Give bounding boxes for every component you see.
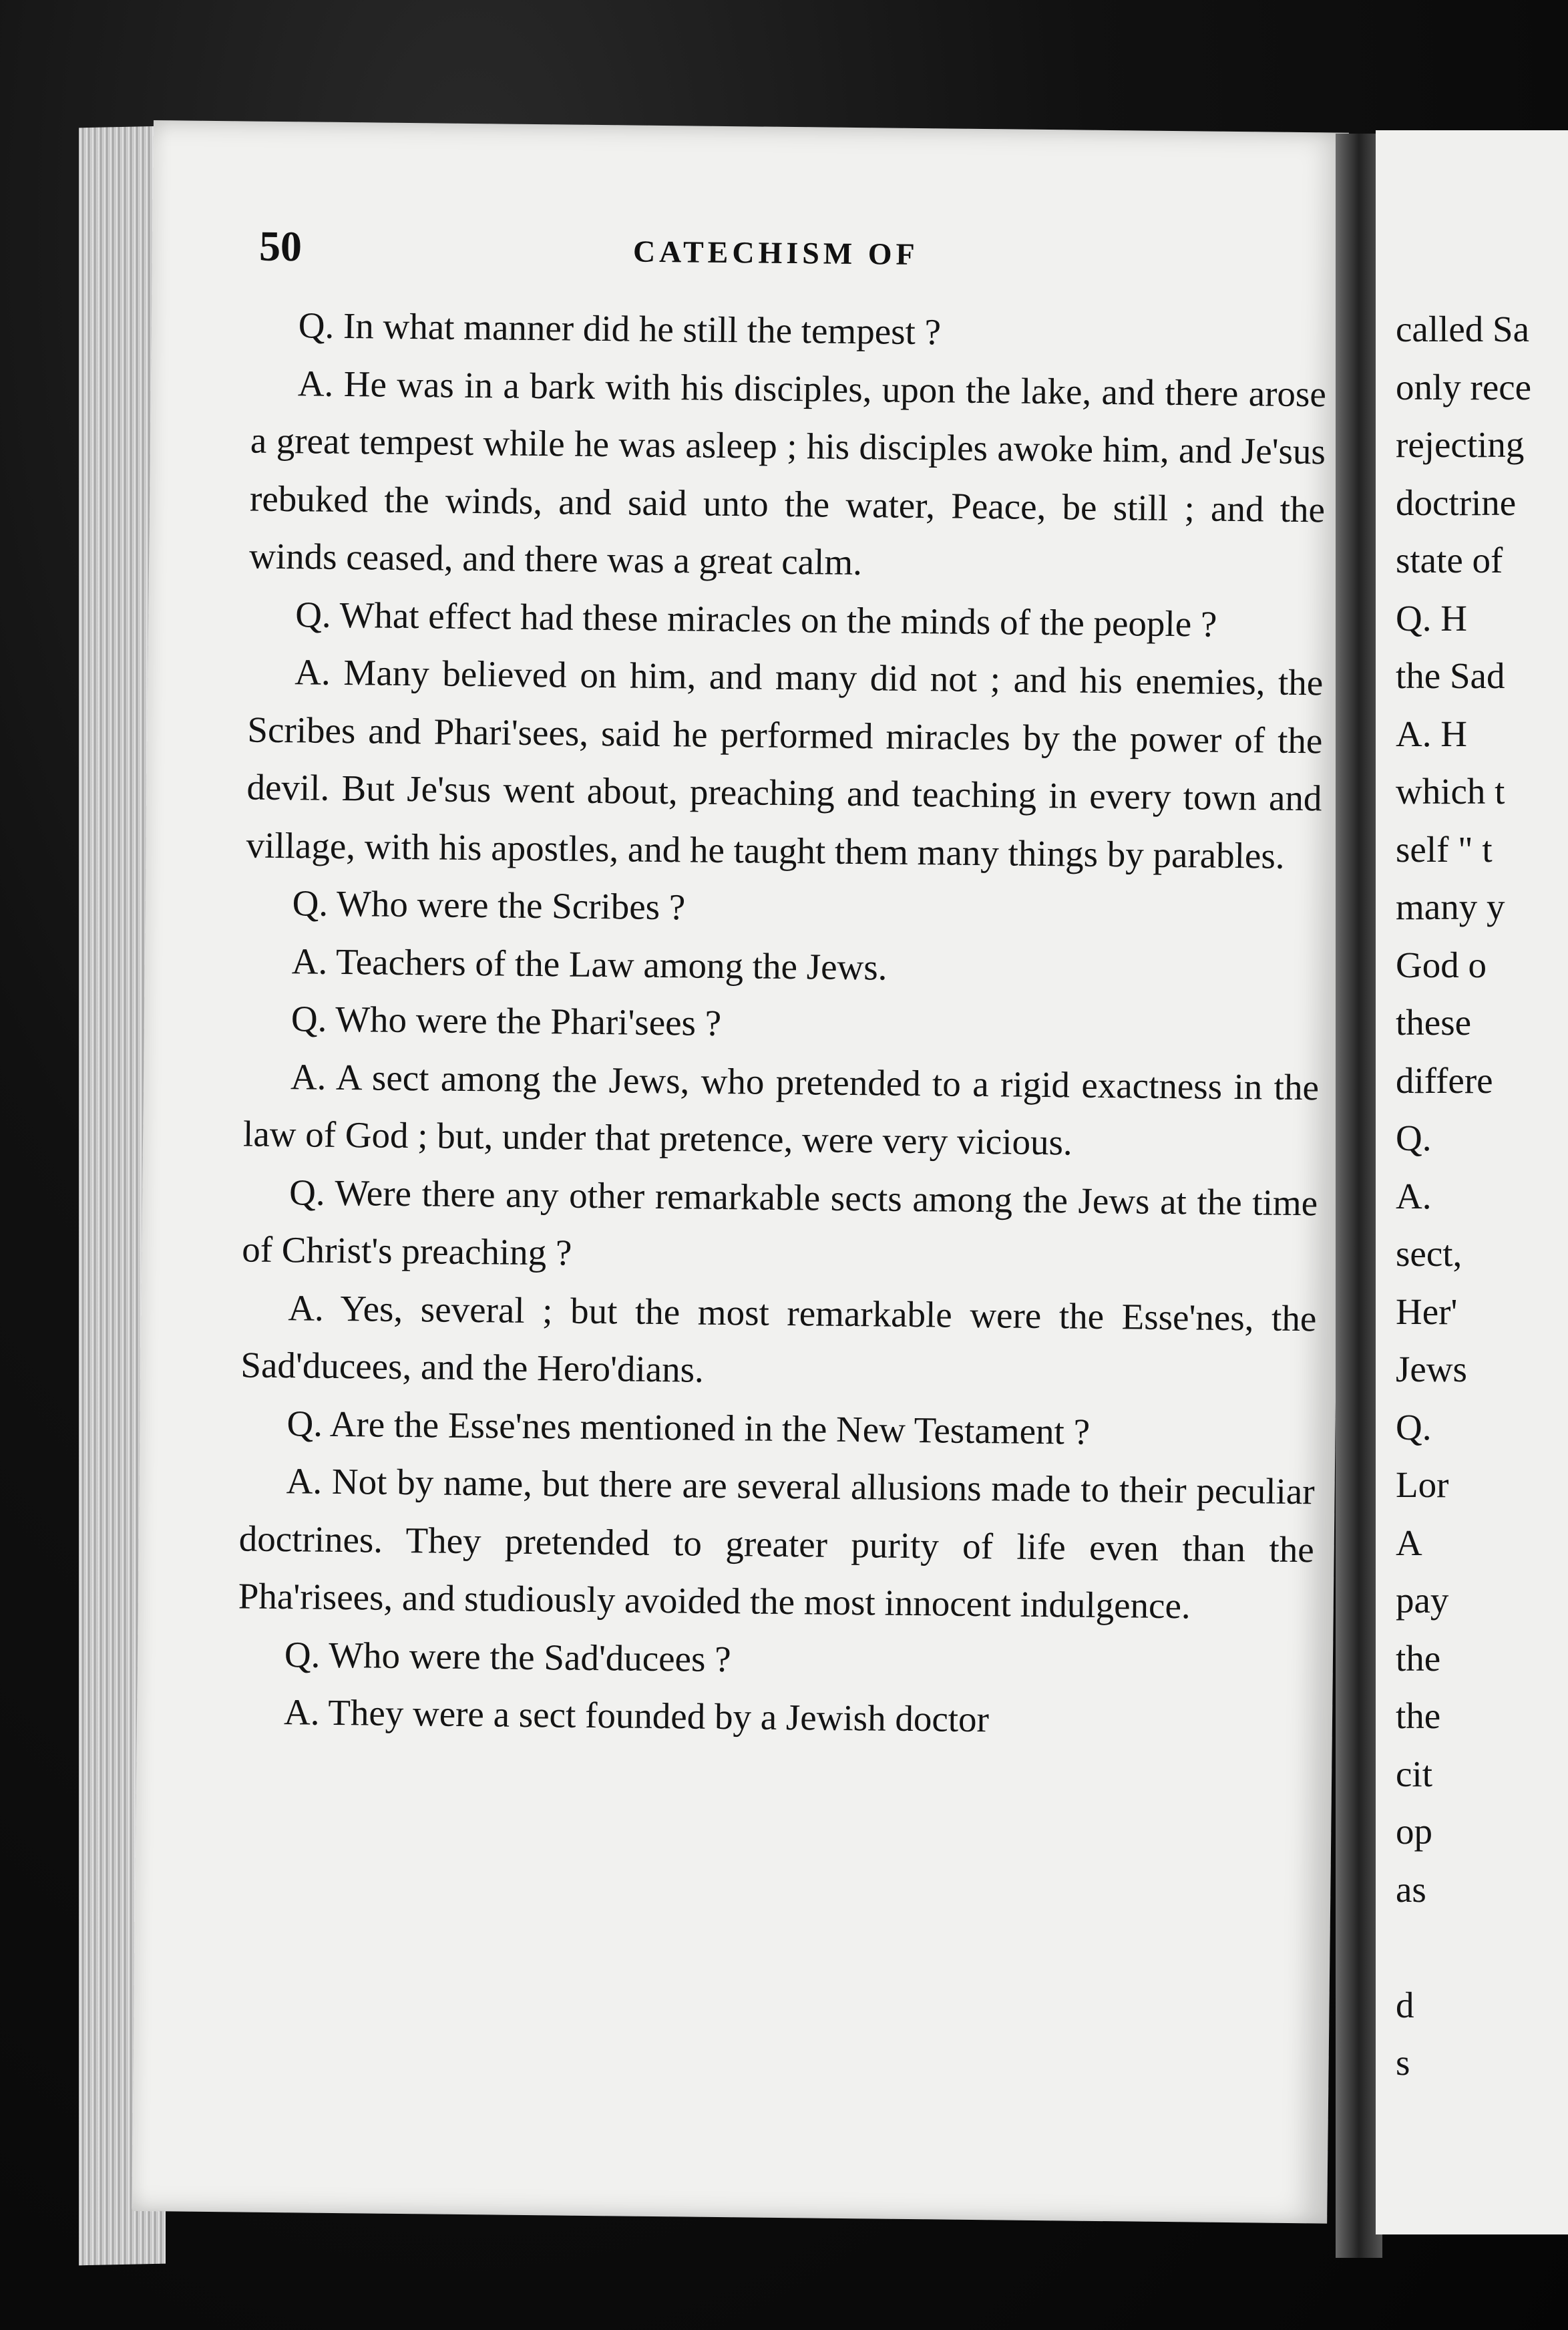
header-title: CATECHISM OF: [632, 234, 919, 272]
facing-line: sect,: [1396, 1233, 1462, 1274]
facing-line: called Sa: [1396, 309, 1530, 349]
facing-line: s: [1396, 2042, 1410, 2083]
facing-line: op: [1396, 1811, 1432, 1852]
facing-line: Q.: [1396, 1406, 1432, 1448]
question-paragraph: Q. What effect had these miracles on the minds of the people ?: [295, 593, 1217, 645]
catechism-text: [237, 297, 1328, 1752]
running-head: [258, 222, 1354, 293]
facing-line: the: [1396, 1695, 1441, 1736]
facing-line: Jews: [1396, 1349, 1467, 1389]
facing-line: self " t: [1396, 828, 1493, 870]
facing-page: [1376, 130, 1568, 2234]
facing-line: these: [1396, 1002, 1472, 1043]
question-paragraph: Q. Were there any other remarkable sects among the Jews at the time of Christ's preaching ?: [241, 1171, 1318, 1273]
facing-line: Lor: [1396, 1464, 1449, 1505]
facing-line: A. H: [1396, 713, 1467, 754]
facing-line: pay: [1396, 1580, 1449, 1621]
facing-line: state of: [1396, 540, 1503, 580]
left-page: [132, 120, 1349, 2224]
answer-paragraph: A. Yes, several ; but the most remarkable were the Esse'nes, the Sad'ducees, and the Hero'dians.: [240, 1287, 1317, 1390]
answer-paragraph: A. Many believed on him, and many did not ; and his enemies, the Scribes and Phari'sees, said he performed miracles by the power of the devil. But Je'sus went about, preaching and teaching in every town and village, with his apostles, and he taught them many things by parables.: [246, 651, 1324, 876]
facing-line: Q.: [1396, 1118, 1432, 1158]
facing-line: God o: [1396, 944, 1487, 985]
facing-line: only rece: [1396, 366, 1532, 407]
facing-line: A.: [1396, 1175, 1432, 1216]
page-number: 50: [258, 222, 303, 271]
question-paragraph: Q. Are the Esse'nes mentioned in the New Testament ?: [286, 1402, 1091, 1452]
question-paragraph: Q. Who were the Scribes ?: [292, 882, 686, 928]
facing-line: A: [1396, 1522, 1422, 1563]
answer-paragraph: A. A sect among the Jews, who pretended to a rigid exactness in the law of God ; but, under that pretence, were very vicious.: [242, 1055, 1320, 1163]
facing-line: as: [1396, 1868, 1426, 1910]
facing-line: doctrine: [1396, 482, 1517, 523]
facing-line: rejecting: [1396, 424, 1525, 465]
facing-line: Her': [1396, 1291, 1458, 1332]
answer-paragraph: A. Teachers of the Law among the Jews.: [291, 940, 888, 988]
facing-line: differe: [1396, 1059, 1493, 1101]
facing-line: cit: [1396, 1753, 1432, 1794]
facing-page-text: [1396, 301, 1568, 2092]
question-paragraph: Q. In what manner did he still the tempest ?: [298, 305, 942, 353]
facing-line: which t: [1396, 771, 1505, 812]
question-paragraph: Q. Who were the Sad'ducees ?: [284, 1633, 731, 1679]
answer-paragraph: A. They were a sect founded by a Jewish doctor: [283, 1691, 990, 1740]
answer-paragraph: A. He was in a bark with his disciples, upon the lake, and there arose a great tempest while he was asleep ; his disciples awoke him, and Je'sus rebuked the winds, and said unto the water, Peace, be still ; and the winds ceased, and there was a great calm.: [248, 362, 1327, 583]
facing-line: Q. H: [1396, 597, 1467, 639]
facing-line: [1396, 1919, 1568, 1977]
facing-line: the: [1396, 1637, 1441, 1679]
facing-line: many y: [1396, 886, 1505, 927]
question-paragraph: Q. Who were the Phari'sees ?: [290, 998, 722, 1043]
facing-line: d: [1396, 1984, 1414, 2025]
answer-paragraph: A. Not by name, but there are several allusions made to their peculiar doctrines. They pretended to greater purity of life even than the Pha'risees, and studiously avoided the most innocent indulgence.: [238, 1460, 1315, 1627]
facing-line: the Sad: [1396, 655, 1505, 696]
